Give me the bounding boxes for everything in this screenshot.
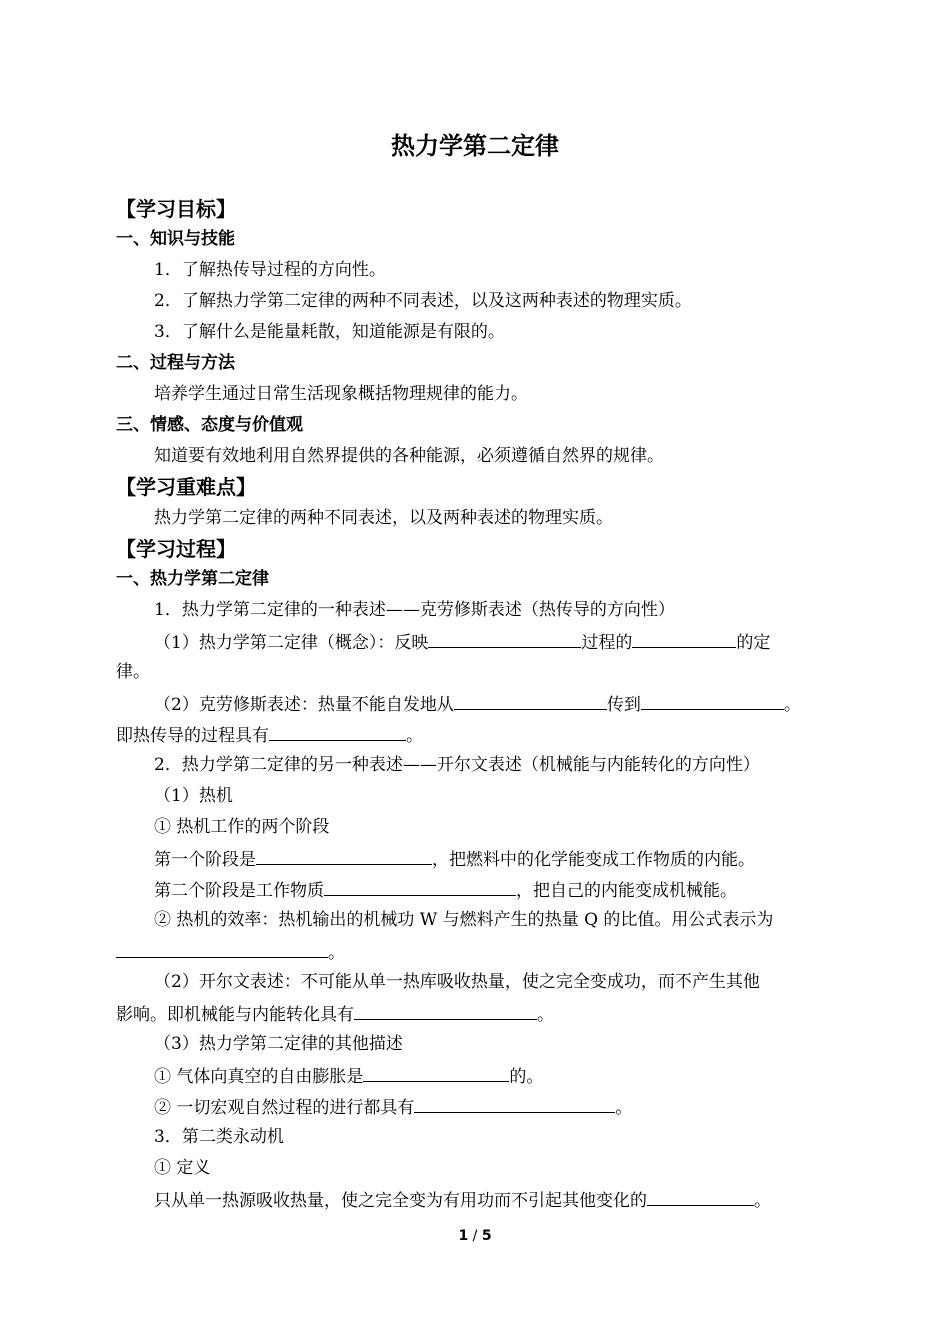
macro-process-line — [154, 1094, 844, 1120]
definition-heading: ① 定义 — [154, 1158, 211, 1178]
heat-conduction-line — [116, 722, 842, 748]
macro-text-a: ② 一切宏观自然过程的进行都具有 — [154, 1098, 415, 1118]
concept-text-c: 的定 — [736, 633, 771, 653]
process-method-text: 培养学生通过日常生活现象概括物理规律的能力。 — [154, 384, 528, 404]
other-descriptions-heading: （3）热力学第二定律的其他描述 — [154, 1034, 403, 1054]
blank-2[interactable] — [632, 629, 736, 648]
blank-7[interactable] — [324, 877, 516, 896]
blank-11[interactable] — [414, 1094, 615, 1113]
efficiency-end: 。 — [328, 943, 345, 963]
stage-1-text-b: ，把燃料中的化学能变成工作物质的内能。 — [432, 850, 755, 870]
goal-item-1: 1．了解热传导过程的方向性。 — [154, 260, 386, 280]
goal-item-3: 3．了解什么是能量耗散，知道能源是有限的。 — [154, 322, 505, 342]
kelvin-text-b: 影响。即机械能与内能转化具有 — [116, 1005, 354, 1025]
blank-6[interactable] — [256, 846, 432, 865]
page-title: 热力学第二定律 — [391, 132, 559, 160]
kelvin-heading: 2．热力学第二定律的另一种表述——开尔文表述（机械能与内能转化的方向性） — [154, 755, 760, 775]
heat-conduction-text-b: 。 — [406, 726, 423, 746]
section-heading-process: 【学习过程】 — [116, 537, 236, 561]
clausius-text-a: （2）克劳修斯表述：热量不能自发地从 — [154, 695, 454, 715]
gas-expansion-line — [154, 1063, 844, 1089]
section-heading-goals: 【学习目标】 — [116, 197, 236, 221]
definition-line — [154, 1187, 844, 1213]
efficiency-line: ② 热机的效率：热机输出的机械功 W 与燃料产生的热量 Q 的比值。用公式表示为 — [154, 910, 774, 930]
definition-text-a: 只从单一热源吸收热量，使之完全变为有用功而不引起其他变化的 — [154, 1191, 647, 1211]
blank-8[interactable] — [116, 939, 328, 958]
blank-1[interactable] — [428, 629, 581, 648]
macro-text-b: 。 — [615, 1098, 633, 1118]
subheading-values: 三、情感、态度与价值观 — [116, 415, 303, 435]
stage-2-line — [154, 877, 844, 903]
page-separator: / — [468, 1228, 482, 1244]
clausius-statement-line — [154, 691, 844, 717]
blank-10[interactable] — [363, 1063, 509, 1082]
definition-text-b: 。 — [754, 1191, 771, 1211]
goal-item-2: 2．了解热力学第二定律的两种不同表述，以及这两种表述的物理实质。 — [154, 291, 692, 311]
stage-2-text-a: 第二个阶段是工作物质 — [154, 881, 324, 901]
clausius-text-c: 。 — [783, 695, 801, 715]
gas-text-b: 的。 — [509, 1067, 544, 1087]
heat-engine-stages: ① 热机工作的两个阶段 — [154, 817, 330, 837]
kelvin-text-c: 。 — [537, 1005, 554, 1025]
stage-2-text-b: ，把自己的内能变成机械能。 — [516, 881, 737, 901]
gas-text-a: ① 气体向真空的自由膨胀是 — [154, 1067, 364, 1087]
concept-line-end: 律。 — [116, 662, 150, 682]
page-total: 5 — [481, 1228, 492, 1244]
clausius-text-b: 传到 — [606, 695, 641, 715]
values-text: 知道要有效地利用自然界提供的各种能源，必须遵循自然界的规律。 — [154, 446, 664, 466]
key-points-text: 热力学第二定律的两种不同表述，以及两种表述的物理实质。 — [154, 508, 613, 528]
clausius-heading: 1．热力学第二定律的一种表述——克劳修斯表述（热传导的方向性） — [154, 600, 675, 620]
kelvin-direction-line — [116, 1001, 842, 1027]
heat-conduction-text-a: 即热传导的过程具有 — [116, 726, 269, 746]
subheading-second-law: 一、热力学第二定律 — [116, 569, 269, 589]
perpetual-motion-heading: 3．第二类永动机 — [154, 1127, 284, 1147]
blank-5[interactable] — [269, 722, 406, 741]
concept-text-a: （1）热力学第二定律（概念）：反映 — [154, 633, 429, 653]
blank-4[interactable] — [641, 691, 784, 710]
subheading-process-method: 二、过程与方法 — [116, 353, 235, 373]
stage-1-line — [154, 846, 844, 872]
concept-text-b: 过程的 — [581, 633, 633, 653]
efficiency-formula-line — [116, 939, 842, 965]
kelvin-statement-line: （2）开尔文表述：不可能从单一热库吸收热量，使之完全变成功，而不产生其他 — [154, 972, 760, 992]
blank-3[interactable] — [454, 691, 607, 710]
page-current: 1 — [458, 1228, 469, 1244]
concept-line — [154, 629, 844, 655]
blank-12[interactable] — [647, 1187, 754, 1206]
section-heading-key-points: 【学习重难点】 — [116, 475, 256, 499]
subheading-knowledge: 一、知识与技能 — [116, 229, 235, 249]
stage-1-text-a: 第一个阶段是 — [154, 850, 256, 870]
heat-engine-heading: （1）热机 — [154, 786, 233, 806]
page-number — [0, 1226, 950, 1246]
blank-9[interactable] — [354, 1001, 537, 1020]
